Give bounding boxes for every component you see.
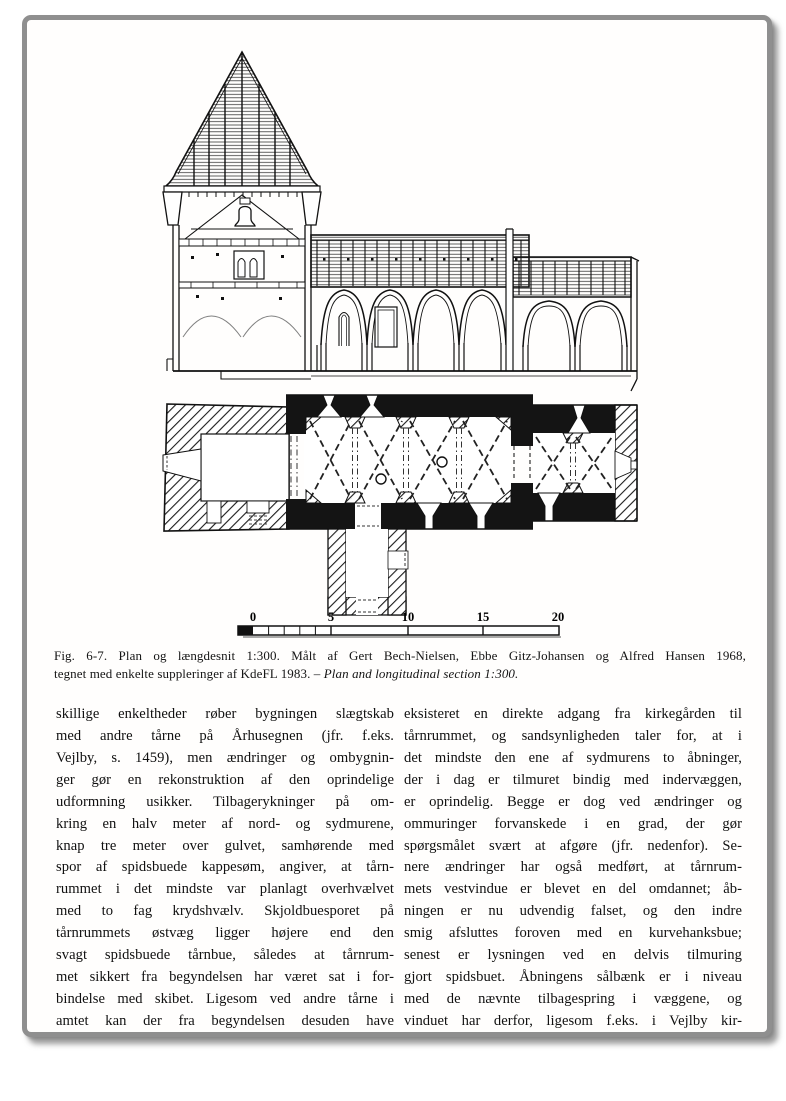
body-right-column: [404, 704, 742, 1033]
text-line: mets vestvindue er blevet en del omdannet; åb-: [404, 881, 742, 898]
caption-line-2-regular: tegnet med enkelte suppleringer af KdeFL 1983. –: [54, 665, 324, 681]
text-line: knap tre meter over gulvet, samhørende med: [56, 837, 394, 854]
caption-line-2-italic: Plan and longitudinal section 1:300.: [323, 665, 519, 681]
text-line: skillige enkeltheder røber bygningen slægtskab: [56, 706, 394, 722]
scale-bar: [231, 606, 566, 646]
scale-label-10: 10: [401, 610, 415, 624]
text-line: spor af spidsbuede kappesøm, angiver, at tårn-: [56, 859, 394, 876]
scale-label-15: 15: [476, 610, 490, 624]
page-card: [22, 15, 772, 1037]
text-line: eksisteret en direkte adgang fra kirkegården til: [404, 706, 742, 722]
text-line: Vejlby, s. 1459), men ændringer og ombygnin-: [56, 749, 394, 766]
text-line: senest er lysningen ved en delvis tilmuring: [404, 947, 742, 964]
text-line: amtet kan der fra begyndelsen desuden have: [56, 1012, 394, 1029]
text-line: svagt spidsbuede tårnbue, således at tårnrum-: [56, 947, 394, 964]
scale-label-20: 20: [551, 610, 565, 624]
text-line: med to fag krydshvælv. Skjoldbuesporet på: [56, 903, 394, 920]
scale-label-0: 0: [249, 610, 257, 624]
text-line: med de nævnte tilbagespring i væggene, og: [404, 990, 742, 1007]
text-line: udformning usikker. Tilbagerykninger på om-: [56, 793, 394, 810]
text-line: tårnrummet, og sandsynligheden taler for, at i: [404, 727, 742, 744]
text-line: ommuringer forvanskede i en grad, der gør: [404, 815, 742, 832]
figure-caption: [54, 647, 746, 682]
text-line: nere ændringer har også medført, at tårnrum-: [404, 859, 742, 876]
text-line: ger gør en rekonstruktion af den oprindelige: [56, 771, 394, 788]
text-line: der i dag er tilmuret bindig med indervæggen,: [404, 771, 742, 788]
text-line: met sikkert fra begyndelsen har været sat i for-: [56, 969, 394, 986]
text-line: med andre tårne på Århusegnen (jfr. f.eks.: [56, 727, 394, 744]
text-line: rummet i det mindste var planlagt overhvælvet: [56, 881, 394, 898]
text-line: ningen er nu udvendig falset, og den indre: [404, 903, 742, 920]
text-line: gjort spidsbuet. Åbningens sålbænk er i niveau: [404, 969, 742, 986]
text-line: det mindste den ene af sydmurens to åbninger,: [404, 749, 742, 766]
text-line: kring en halv meter af nord- og sydmurene,: [56, 815, 394, 832]
text-line: er oprindelig. Begge er dog ved ændringer og: [404, 793, 742, 810]
text-line: smig afsluttes foroven med en kurvehanksbue;: [404, 925, 742, 942]
caption-line-2: [54, 665, 746, 683]
longitudinal-section-drawing: [161, 49, 671, 393]
text-line: bindelse med skibet. Ligesom ved andre tårne i: [56, 990, 394, 1007]
caption-line-1: Fig. 6-7. Plan og længdesnit 1:300. Målt af Gert Bech-Nielsen, Ebbe Gitz-Johansen og Alfred Hansen 1968,: [54, 648, 746, 663]
text-line: tårnrummets østvæg ligger højere end den: [56, 925, 394, 942]
text-line: vinduet har derfor, ligesom f.eks. i Vejlby kir-: [404, 1012, 742, 1029]
text-line: spørgsmålet svært at afgøre (jfr. nedenfor). Se-: [404, 837, 742, 854]
plan-drawing: [159, 391, 653, 623]
body-left-column: [56, 704, 394, 1033]
scale-label-5: 5: [327, 610, 335, 624]
